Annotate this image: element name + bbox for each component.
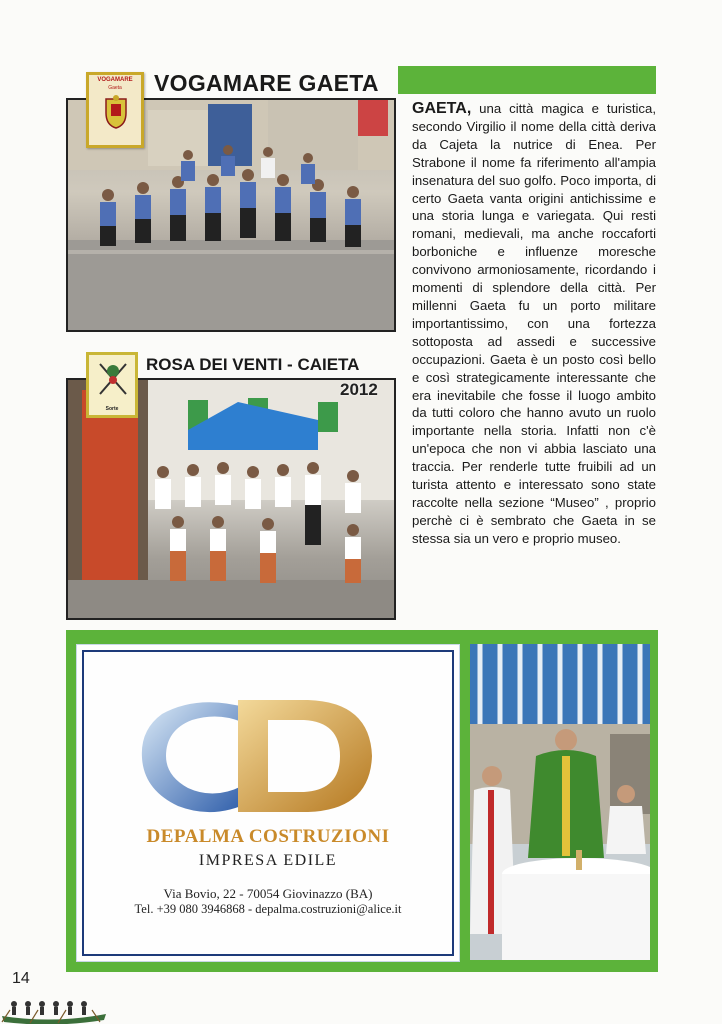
depalma-logo <box>138 690 378 824</box>
vogamare-logo <box>86 72 144 148</box>
rosa-dei-venti-logo-text: Sorte <box>105 406 119 412</box>
company-name: DEPALMA COSTRUZIONI <box>146 826 390 847</box>
company-address: Via Bovio, 22 - 70054 Giovinazzo (BA) <box>163 886 373 901</box>
page-number: 14 <box>12 970 30 987</box>
priest-ceremony-photo <box>470 644 650 960</box>
crossed-oars-icon <box>97 361 129 397</box>
article-lead: GAETA, <box>412 100 472 117</box>
green-accent-bar <box>398 66 656 94</box>
vogamare-logo-subtitle: Gaeta <box>108 85 122 91</box>
vogamare-logo-title: VOGAMARE <box>97 77 133 83</box>
crest-icon <box>103 95 129 129</box>
section-year: 2012 <box>340 380 378 399</box>
section-title-vogamare: VOGAMARE GAETA <box>154 70 379 96</box>
section-title-rosa-dei-venti: ROSA DEI VENTI - CAIETA <box>146 355 360 374</box>
company-tagline: IMPRESA EDILE <box>198 852 338 869</box>
company-contact: Tel. +39 080 3946868 - depalma.costruzioni@alice.it <box>134 902 402 916</box>
article-text: una città magica e turistica, secondo Virgilio il nome della città deriva da Cajeta la nutrice di Enea. Per Strabone il nome fa riferimento all'ampia insenatura del suo golfo. Poco importa, di certo Gaeta vanta origini antichissime e una storia lunga e variegata. Qui resti romani, medievali, ma anche roccaforti borboniche e influenze moresche convivono armoniosamente, ricordando i momenti di splendore della città. Per millenni Gaeta fu un porto militare importantissimo, con una fortezza sottoposta ad assedi e successive occupazioni. Gaeta è un posto così bello e così strategicamente interessante che era inevitabile che fosse il luogo ambito da tutti coloro che hanno avuto un ruolo importante nella storia. Infatti non c'è un'epoca che non vi abbia lasciato una traccia. Per renderle tutte fruibili ad un turista attento e interessato sono state raccolte nella sezione “Museo” , proprio perchè ci è sembrato che Gaeta in se stessa sia un vero e proprio museo. <box>412 101 656 546</box>
rosa-dei-venti-logo <box>86 352 138 418</box>
ceremony-photo-illustration <box>470 644 650 960</box>
article-body <box>412 100 656 548</box>
rowing-boat-icon <box>0 994 108 1024</box>
